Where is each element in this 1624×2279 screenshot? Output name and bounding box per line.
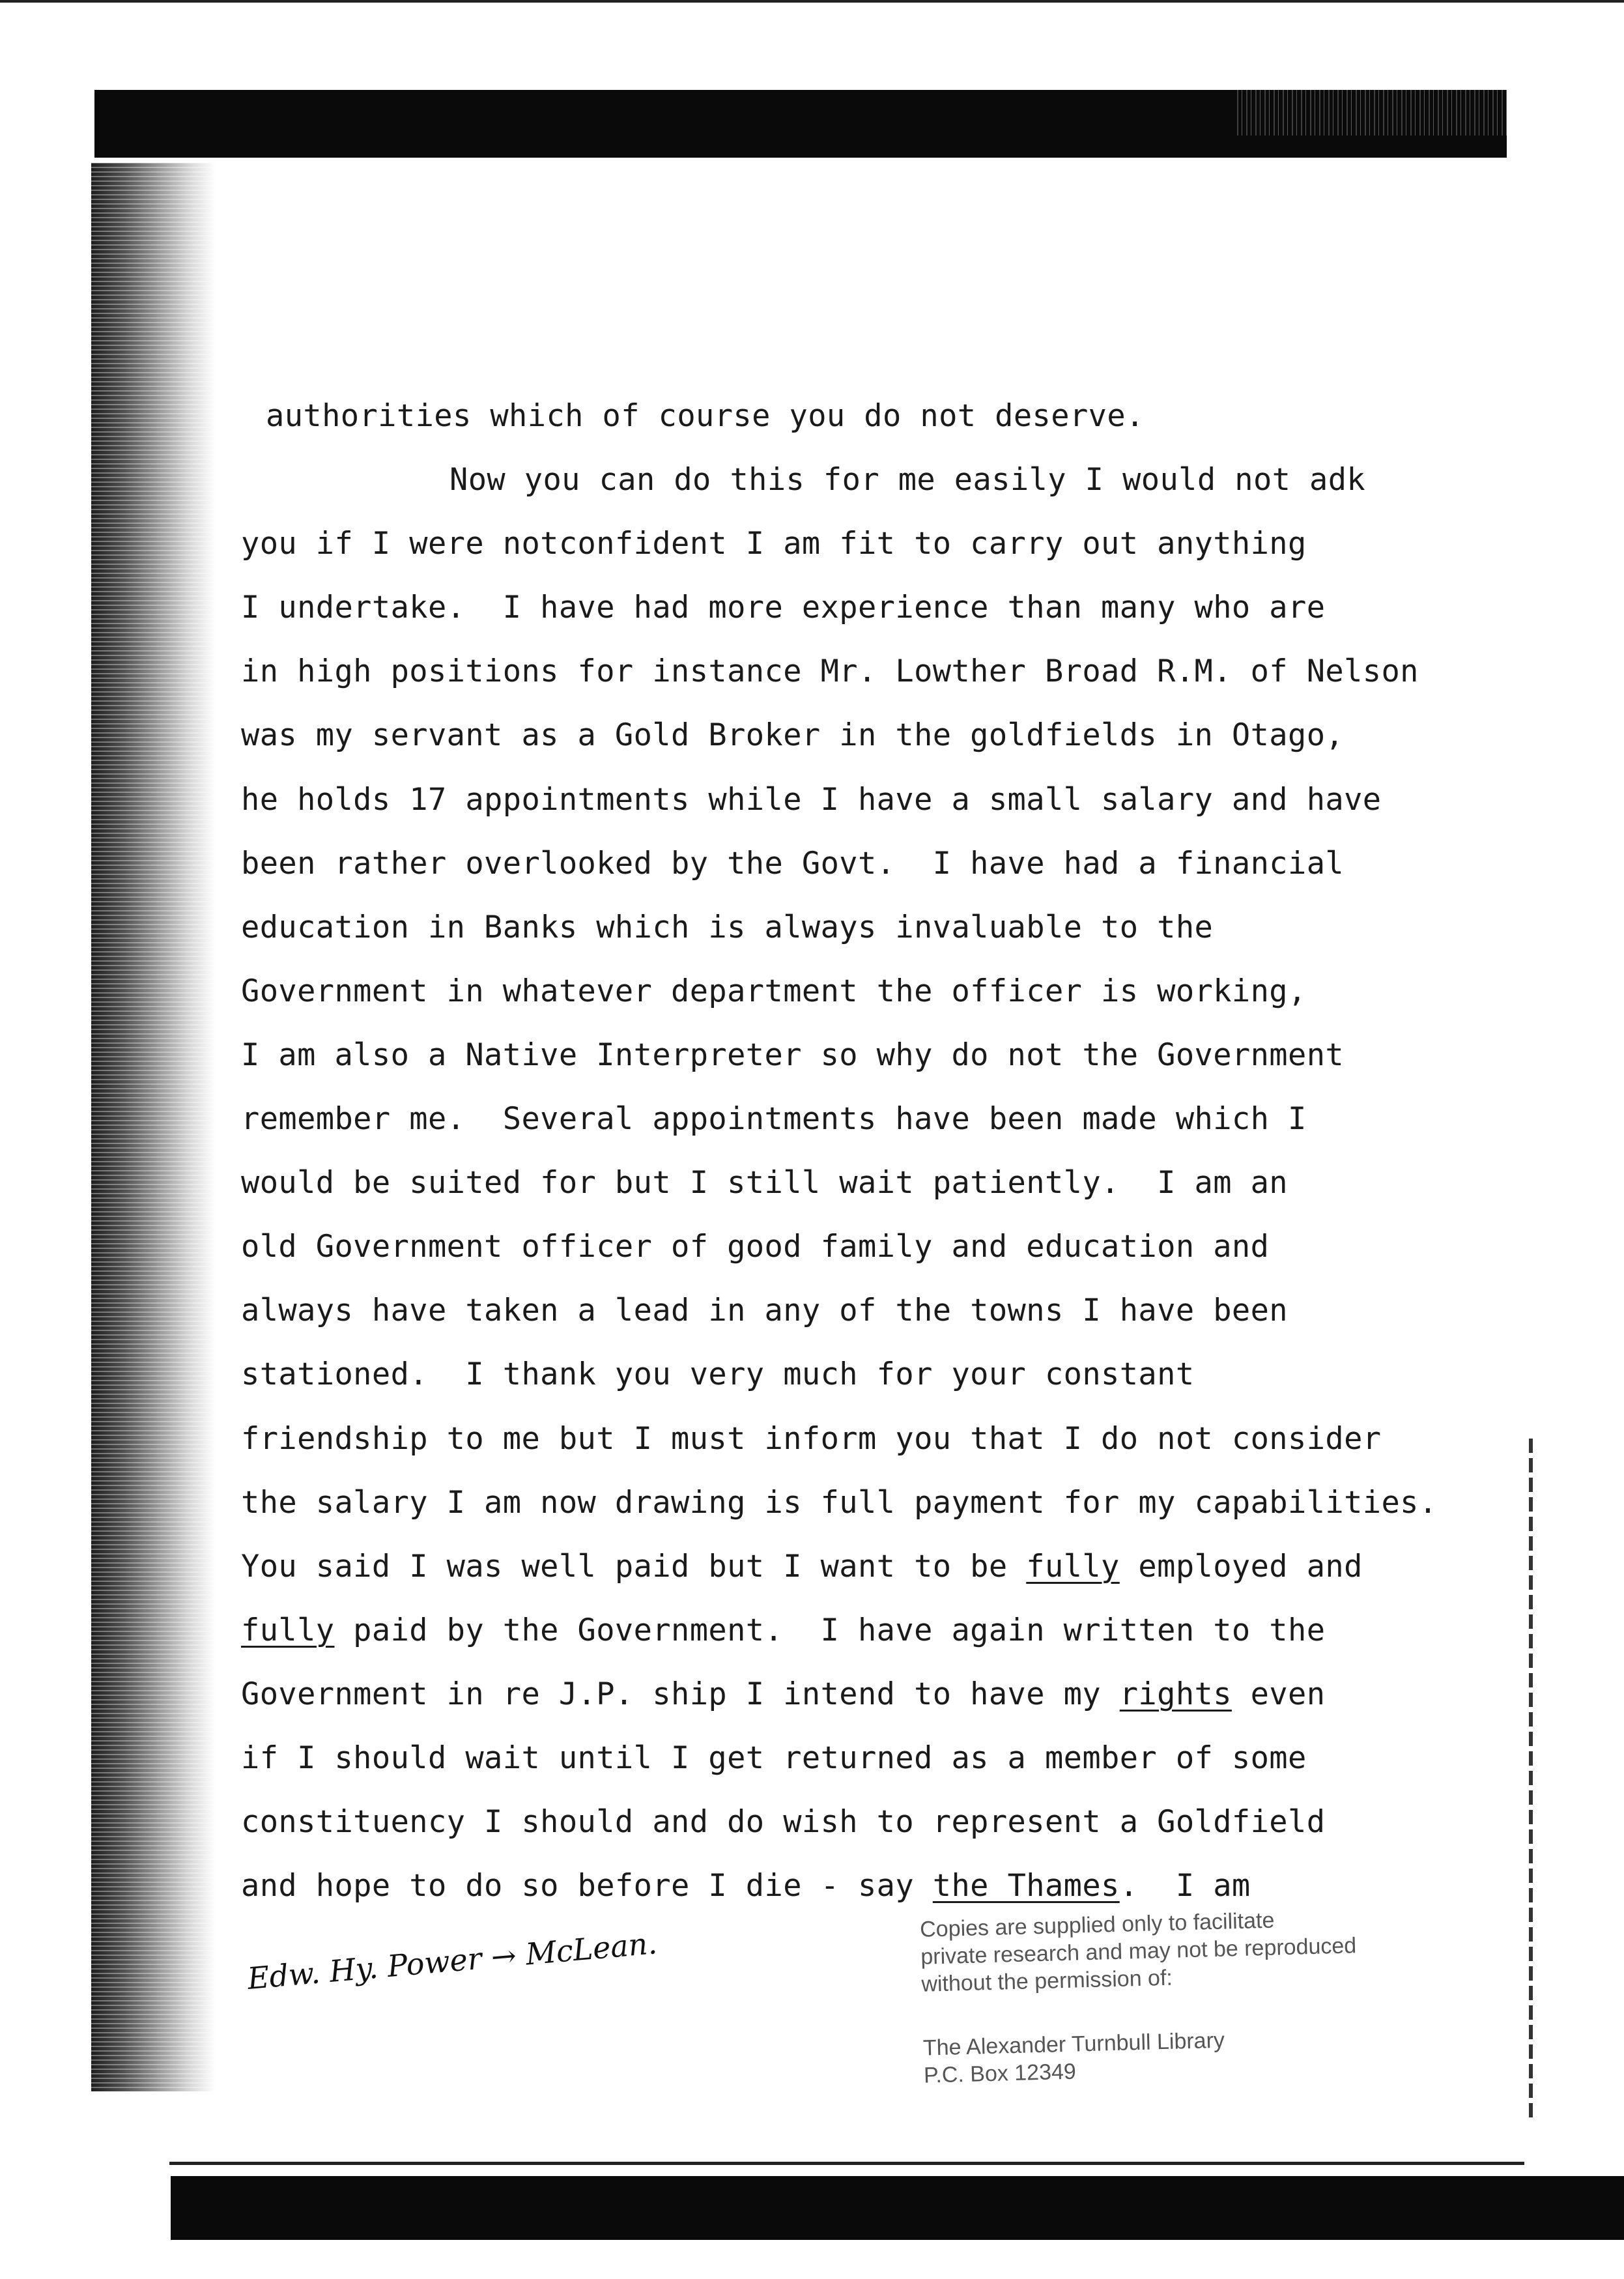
letter-line — [241, 1535, 1537, 1599]
stamp-line: private research and may not be reproduced — [920, 1933, 1357, 1970]
underlined-word: rights — [1119, 1676, 1232, 1712]
letter-line: he holds 17 appointments while I have a small salary and have — [241, 781, 1382, 818]
scan-right-edge-mark — [1529, 1433, 1533, 2117]
stamp-line: without the permission of: — [920, 1965, 1173, 1997]
line-text: even — [1231, 1676, 1326, 1712]
underlined-word: fully — [241, 1612, 335, 1648]
library-copyright-stamp — [920, 1902, 1459, 2089]
scan-top-edge — [94, 90, 1507, 158]
letter-line: I undertake. I have had more experience than many who are — [241, 590, 1326, 626]
line-text: Government in re J.P. ship I intend to have my — [241, 1676, 1120, 1712]
letter-line: old Government officer of good family and education and — [241, 1229, 1270, 1265]
letter-line: Government in whatever department the officer is working, — [241, 973, 1307, 1009]
underlined-word: the Thames — [932, 1868, 1120, 1904]
scan-bottom-edge — [171, 2176, 1624, 2240]
line-text: and hope to do so before I die - say — [241, 1868, 933, 1904]
handwritten-annotation: Edw. Hy. Power → McLean. — [246, 1925, 659, 1996]
letter-line: if I should wait until I get returned as a member of some — [241, 1740, 1307, 1776]
stamp-line: The Alexander Turnbull Library — [922, 2028, 1225, 2061]
line-text: paid by the Government. I have again written to the — [334, 1612, 1326, 1648]
scan-speckle — [1233, 90, 1507, 136]
letter-line: stationed. I thank you very much for your constant — [241, 1356, 1195, 1393]
letter-line: I am also a Native Interpreter so why do not the Government — [241, 1037, 1345, 1073]
letter-line: been rather overlooked by the Govt. I have had a financial — [241, 845, 1345, 882]
scan-left-shadow — [91, 163, 215, 2091]
letter-body — [241, 384, 1537, 1918]
letter-line: in high positions for instance Mr. Lowther Broad R.M. of Nelson — [241, 653, 1419, 690]
letter-line: Now you can do this for me easily I would not adk — [449, 462, 1366, 498]
letter-line: always have taken a lead in any of the towns I have been — [241, 1293, 1288, 1329]
letter-line: friendship to me but I must inform you that I do not consider — [241, 1420, 1382, 1457]
letter-line — [241, 1599, 1537, 1663]
letter-line: authorities which of course you do not deserve. — [266, 398, 1145, 434]
underlined-word: fully — [1026, 1548, 1120, 1584]
letter-line — [241, 1663, 1537, 1727]
letter-line: remember me. Several appointments have been made which I — [241, 1101, 1307, 1138]
line-text: employed and — [1119, 1548, 1363, 1584]
line-text: You said I was well paid but I want to be — [241, 1548, 1027, 1584]
letter-line: education in Banks which is always invaluable to the — [241, 909, 1214, 945]
top-rule — [0, 0, 1624, 3]
stamp-line: P.C. Box 12349 — [923, 2059, 1077, 2088]
letter-line: constituency I should and do wish to represent a Goldfield — [241, 1804, 1326, 1841]
letter-line: was my servant as a Gold Broker in the goldfields in Otago, — [241, 717, 1345, 754]
stamp-line: Copies are supplied only to facilitate — [919, 1908, 1275, 1942]
letter-line: the salary I am now drawing is full payment for my capabilities. — [241, 1484, 1438, 1521]
line-text: . I am — [1119, 1868, 1251, 1904]
bottom-rule — [169, 2162, 1524, 2165]
letter-line: you if I were notconfident I am fit to carry out anything — [241, 526, 1307, 562]
letter-line: would be suited for but I still wait patiently. I am an — [241, 1165, 1288, 1201]
